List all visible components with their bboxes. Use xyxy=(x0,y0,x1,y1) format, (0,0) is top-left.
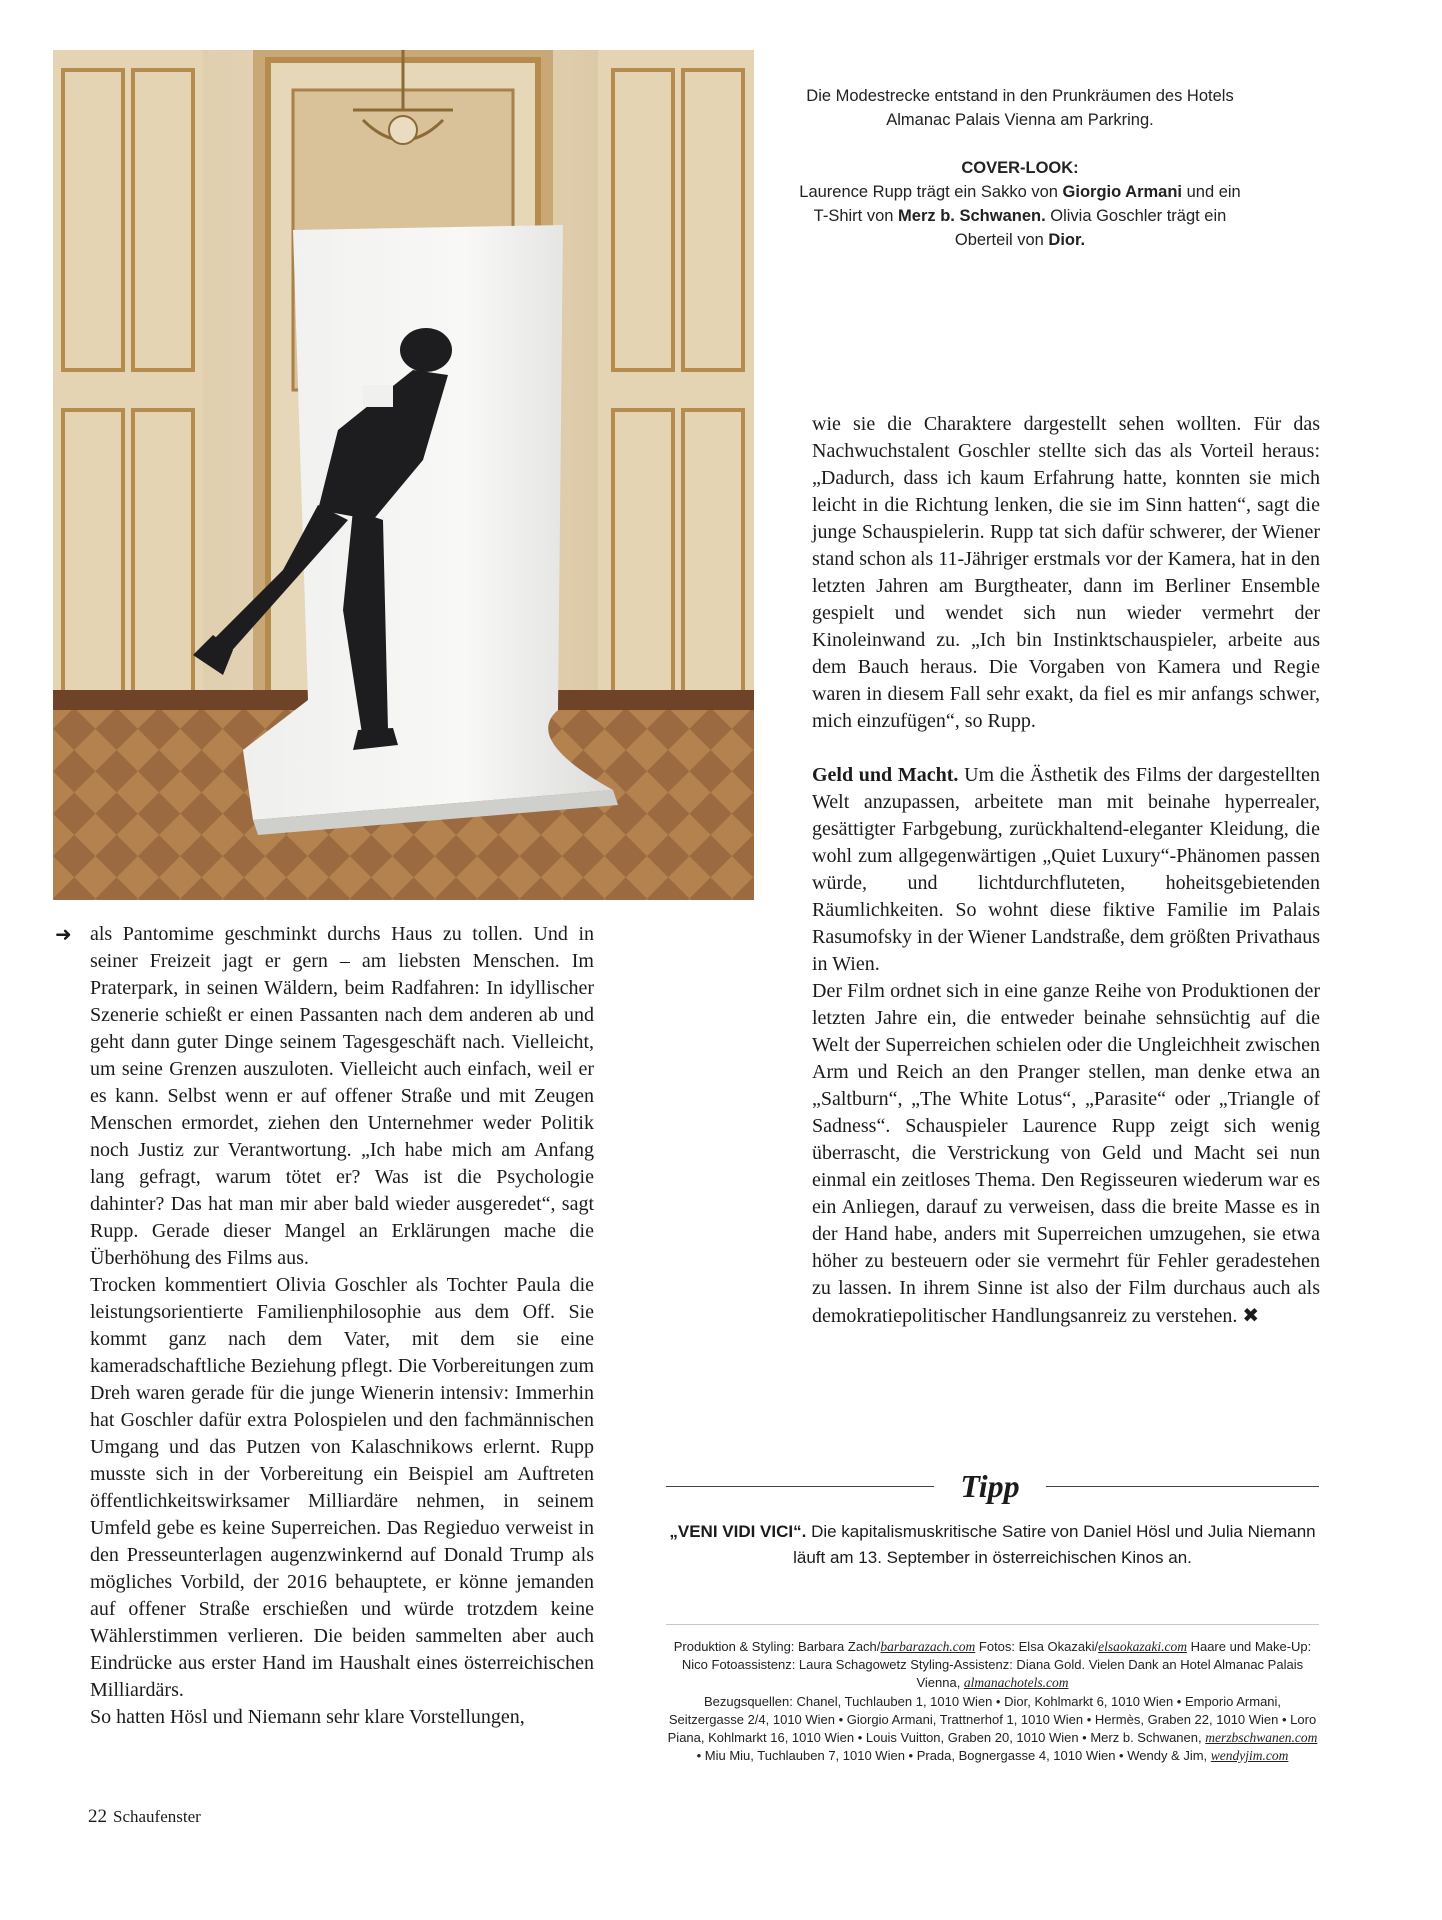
link-almanachotels[interactable]: almanachotels.com xyxy=(963,1675,1069,1691)
photo-caption xyxy=(790,84,1250,252)
article-column-left xyxy=(90,921,594,1731)
cover-look-label: COVER-LOOK: xyxy=(961,159,1079,177)
brand-giorgio-armani: Giorgio Armani xyxy=(1062,183,1183,201)
divider xyxy=(666,1486,934,1487)
editorial-photo xyxy=(53,50,754,900)
end-mark-icon: ✖ xyxy=(1242,1303,1260,1327)
divider xyxy=(666,1624,1319,1625)
article-column-right xyxy=(812,411,1320,1330)
magazine-name: Schaufenster xyxy=(113,1807,201,1826)
divider xyxy=(1046,1486,1319,1487)
tipp-text: „VENI VIDI VICI“. Die kapitalismuskritische Satire von Daniel Hösl und Julia Niemann läuft am 13. September in österreichischen Kinos an. xyxy=(669,1522,1316,1567)
paragraph: So hatten Hösl und Niemann sehr klare Vorstellungen, xyxy=(90,1706,525,1728)
production-credits: Produktion & Styling: Barbara Zach/barbarazach.com Fotos: Elsa Okazaki/elsaokazaki.com Haare und Make-Up: Nico Fotoassistenz: Laura Schagowetz Styling-Assistenz: Diana Gold. Vielen Dank an Hotel Almanac Palais Vienna, almanachotels.com xyxy=(673,1639,1312,1691)
link-barbarazach[interactable]: barbarazach.com xyxy=(880,1639,976,1654)
continuation-arrow-icon: ➜ xyxy=(55,922,72,946)
link-elsaokazaki[interactable]: elsaokazaki.com xyxy=(1098,1639,1187,1654)
paragraph-with-lead: Geld und Macht. Um die Ästhetik des Films der dargestellten Welt anzupassen, arbeitete man mit beinahe hyperrealer, gesättigter Farbgebung, zurückhaltend-eleganter Kleidung, die wohl zum allgegenwärtigen „Quiet Luxury“-Phänomen passen würde, und lichtdurchfluteten, hoheitsgebietenden Räumlichkeiten. So wohnt diese fiktive Familie im Palais Rasumofsky in der Wiener Landstraße, dem größten Privathaus in Wien. xyxy=(812,764,1321,975)
photo-credits xyxy=(666,1638,1319,1765)
cover-look-text: Laurence Rupp trägt ein Sakko von Giorgio Armani und ein T-Shirt von Merz b. Schwanen. Olivia Goschler trägt ein Oberteil von Dior. xyxy=(799,183,1241,249)
brand-merz-b-schwanen: Merz b. Schwanen. xyxy=(898,207,1046,225)
tipp-heading xyxy=(666,1466,1319,1506)
paragraph: wie sie die Charaktere dargestellt sehen wollten. Für das Nachwuchstalent Goschler stellte sich das als Vorteil heraus: „Dadurch, dass ich kaum Erfahrung hatte, konnten sie mich leicht in die Richtung lenken, die sie im Sinn hatten“, sagt die junge Schauspielerin. Rupp tat sich dafür schwerer, der Wiener stand schon als 11-Jähriger erstmals vor der Kamera, hat in den letzten Jahren am Burgtheater, dann im Berliner Ensemble gespielt und wendet sich nun wieder vermehrt der Kinoleinwand zu. „Ich bin Instinktschauspieler, arbeite aus dem Bauch heraus. Die Vorgaben von Kamera und Regie waren in diesem Fall sehr exakt, da fiel es mir anfangs schwer, mich einzufügen“, so Rupp. xyxy=(812,413,1320,732)
tipp-title: Tipp xyxy=(960,1468,1020,1504)
caption-location: Die Modestrecke entstand in den Prunkräumen des Hotels Almanac Palais Vienna am Parkring. xyxy=(806,87,1234,129)
link-merzbschwanen[interactable]: merzbschwanen.com xyxy=(1205,1730,1318,1746)
sources-credits: Bezugsquellen: Chanel, Tuchlauben 1, 1010 Wien • Dior, Kohlmarkt 6, 1010 Wien • Emporio Armani, Seitzergasse 2/4, 1010 Wien • Giorgio Armani, Trattnerhof 1, 1010 Wien • Hermès, Graben 22, 1010 Wien • Loro Piana, Kohlmarkt 16, 1010 Wien • Louis Vuitton, Graben 20, 1010 Wien • Merz b. Schwanen, merzbschwanen.com • Miu Miu, Tuchlauben 7, 1010 Wien • Prada, Bognergasse 4, 1010 Wien • Wendy & Jim, wendyjim.com xyxy=(667,1693,1318,1764)
page-number: 22 xyxy=(88,1806,107,1827)
page-folio xyxy=(88,1806,201,1828)
film-title: „VENI VIDI VICI“. xyxy=(669,1522,807,1541)
brand-dior: Dior. xyxy=(1048,231,1086,249)
paragraph: als Pantomime geschminkt durchs Haus zu tollen. Und in seiner Freizeit jagt er gern – am liebsten Menschen. Im Praterpark, in seinen Wäldern, beim Radfahren: In idyllischer Szenerie schießt er einen Passanten nach dem anderen ab und geht dann guter Dinge seinem Tagesgeschäft nach. Vielleicht, um seine Grenzen auszuloten. Vielleicht auch einfach, weil er es kann. Selbst wenn er auf offener Straße und mit Zeugen Menschen ermordet, ziehen den Unternehmer weder Politik noch Justiz zur Verantwortung. „Ich habe mich am Anfang lang gefragt, warum tötet er? Was ist die Psychologie dahinter? Das hat man mir aber bald wieder ausgeredet“, sagt Rupp. Gerade dieser Mangel an Erklärungen mache die Überhöhung des Films aus. xyxy=(90,923,594,1269)
paragraph: Der Film ordnet sich in eine ganze Reihe von Produktionen der letzten Jahre ein, die entweder beinahe sehnsüchtig auf die Welt der Superreichen schielen oder die Ungleichheit zwischen Arm und Reich an den Pranger stellen, man denke etwa an „Saltburn“, „The White Lotus“, „Parasite“ oder „Triangle of Sadness“. Schauspieler Laurence Rupp zeigt sich wenig überrascht, die Verstrickung von Geld und Macht sei nun einmal ein zeitloses Thema. Den Regisseuren wiederum war es ein Anliegen, darauf zu verweisen, dass die breite Masse es in der Hand habe, anders mit Superreichen umzugehen, sie etwa höher zu besteuern oder sie vermehrt für Fehler geradestehen zu lassen. In ihrem Sinne ist also der Film durchaus auch als demokratiepolitischer Handlungsanreiz zu verstehen. ✖ xyxy=(812,980,1320,1327)
paragraph: Trocken kommentiert Olivia Goschler als Tochter Paula die leistungsorientierte Familienphilosophie aus dem Off. Sie kommt ganz nach dem Vater, mit dem sie eine kameradschaftliche Beziehung pflegt. Die Vorbereitungen zum Dreh waren gerade für die junge Wienerin intensiv: Immerhin hat Goschler dafür extra Polospielen und den fachmännischen Umgang und das Putzen von Kalaschnikows erlernt. Rupp musste sich in der Vorbereitung ein Beispiel am Auftreten öffentlichkeitswirksamer Milliardäre nehmen, in seinem Umfeld gebe es keine Superreichen. Das Regieduo verweist in den Presseunterlagen augenzwinkernd auf Donald Trump als mögliches Vorbild, der 2016 behauptete, er könne jemanden auf offener Straße erschießen und würde trotzdem keine Wählerstimmen verlieren. Die beiden sammelten aber auch Eindrücke aus erster Hand im Haushalt eines österreichischen Milliardärs. xyxy=(90,1274,594,1701)
section-lead: Geld und Macht. xyxy=(812,764,959,786)
link-wendyjim[interactable]: wendyjim.com xyxy=(1210,1748,1289,1764)
